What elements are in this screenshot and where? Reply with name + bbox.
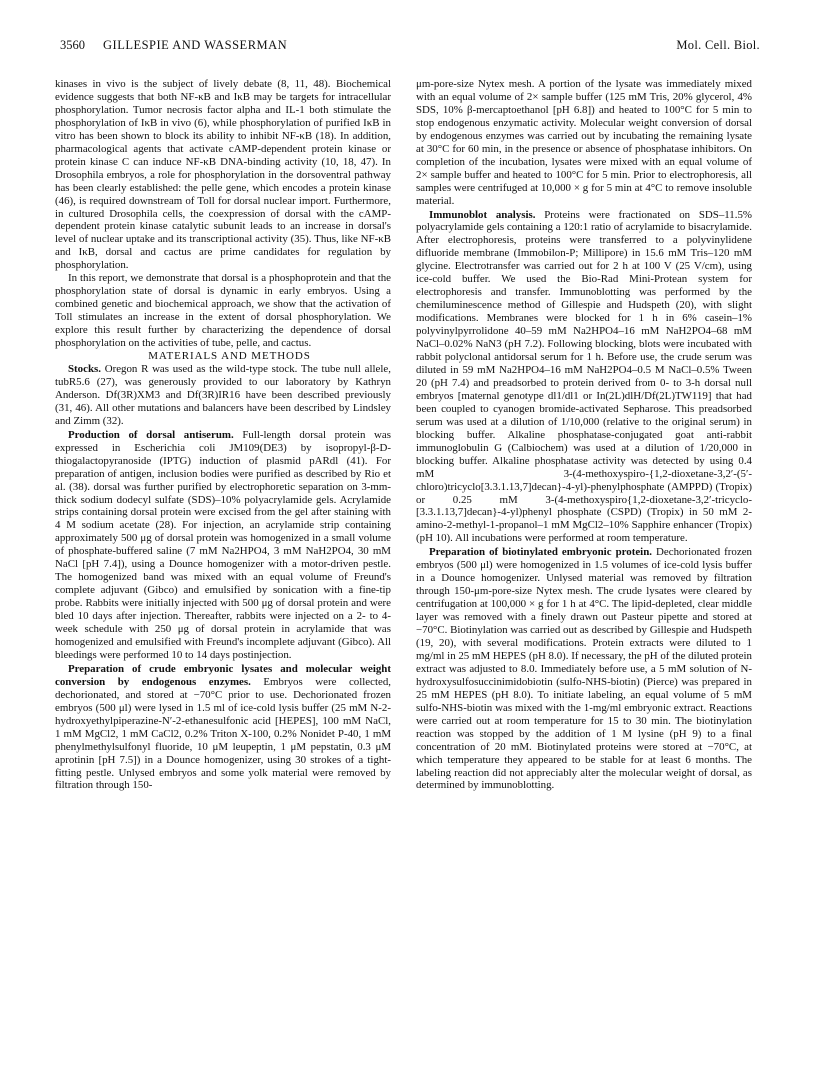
immunoblot-body: Proteins were fractionated on SDS–11.5% polyacrylamide gels containing a 120:1 ratio of acrylamide to bisacrylamide. After electrophoresis, proteins were transferred to a polyvinylidene difluoride membrane (Immobilon-P; Millipore) in 15.6 mM Tris–120 mM glycine. Electrotransfer was carried out for 2 h at 100 V (25 V/cm), using ice-cold buffer. We used the Bio-Rad Mini-Protean system for electrophoresis and transfer. Immunoblotting was performed by the chemiluminescence method of Gillespie and Hudspeth (20), with slight modifications. Membranes were blocked for 1 h in 6% casein–1% polyvinylpyrrolidone 40–59 mM Na2HPO4–16 mM NaH2PO4–68 mM NaCl–0.02% NaN3 (pH 7.2). Following blocking, blots were incubated with rabbit polyclonal antidorsal serum for 1 h. Before use, the crude serum was diluted in 59 mM Na2HPO4–16 mM NaH2PO4–0.5 M NaCl–0.5% Tween 20 (pH 7.4) and preadsorbed to protein derived from 0- to 3-h dorsal null embryos [maternal genotype dl1/dl1 or In(2L)dlH/Df(2L)TW119] that had been coupled to cyanogen bromide-activated Sepharose. This preadsorbed serum was used at a dilution of 1/10,000 (relative to the original serum) in blocking buffer. Alkaline phosphatase-conjugated goat anti-rabbit immunoglobulin G (Calbiochem) was used at a dilution of 1/20,000 in blocking buffer. Alkaline phosphatase activity was detected by using 0.4 mM 3-(4-methoxyspiro-{1,2-dioxetane-3,2′-(5′-chloro)tricyclo[3.3.1.13,7]decan}-4-yl)-phenylphosphate (AMPPD) (Tropix) or 0.25 mM 3-(4-methoxyspiro{1,2-dioxetane-3,2′-tricyclo-[3.3.1.13,7]decan}-4-yl)phenyl phosphate (CSPD) (Tropix) in 50 mM 2-amino-2-methyl-1-propanol–1 mM MgCl2–10% Sapphire enhancer (Tropix) (pH 10). All incubations were performed at room temperature. [416, 208, 752, 545]
stocks-body: Oregon R was used as the wild-type stock. The tube null allele, tubR5.6 (27), was generously provided to our laboratory by Kathryn Anderson. Df(3R)XM3 and Df(3R)IR16 have been described previously (31, 46). All other mutations and balancers have been described by Lindsley and Zimm (32). [55, 362, 391, 427]
page-number: 3560 [60, 38, 85, 52]
crude-lysates-run-in-head: Preparation of crude embryonic lysates and molecular weight conversion by endogenous enzymes. [55, 662, 391, 688]
stocks-run-in-head: Stocks. [68, 362, 101, 375]
crude-lysates-paragraph-continued: μm-pore-size Nytex mesh. A portion of the lysate was immediately mixed with an equal volume of 2× sample buffer (125 mM Tris, 20% glycerol, 4% SDS, 10% β-mercaptoethanol [pH 6.8]) and heated to 100°C for 5 min to stop endogenous enzymatic activity. Molecular weight conversion of dorsal by endogenous enzymes was carried out by incubating the remaining lysate at 30°C for 60 min, in the presence or absence of phosphatase inhibitors. On completion of the incubation, lysates were mixed with an equal volume of 2× sample buffer and heated to 100°C for 5 min. Prior to electrophoresis, all samples were centrifuged at 10,000 × g for 5 min at 4°C to remove insoluble material. [416, 78, 752, 207]
intro-paragraph-continued: kinases in vivo is the subject of lively debate (8, 11, 48). Biochemical evidence suggests that both NF-κB and IκB may be targets for intracellular phosphorylation. Tumor necrosis factor alpha and IL-1 both stimulate the phosphorylation of IκB in vivo (6), while phosphorylation of purified IκB in vitro has been shown to block its ability to inhibit NF-κB (18). In addition, pharmacological agents that activate cAMP-dependent protein kinase or protein kinase C can induce NF-κB DNA-binding activity (10, 18, 47). In Drosophila embryos, a role for phosphorylation in the dorsoventral pathway has been clearly established: the pelle gene, which encodes a protein kinase (46), is required downstream of Toll for dorsal nuclear import. Furthermore, in cultured Drosophila cells, the coexpression of dorsal with the cAMP-dependent protein kinase catalytic subunit leads to an increase in dorsal's level of nuclear uptake and its transcriptional activity (35). Thus, like NF-κB and IκB, dorsal and cactus are prime candidates for regulation by phosphorylation. [55, 78, 391, 272]
crude-lysates-paragraph [55, 663, 391, 793]
running-authors: GILLESPIE AND WASSERMAN [103, 38, 288, 52]
journal-name: Mol. Cell. Biol. [676, 38, 760, 52]
running-header [60, 38, 760, 58]
biotinylation-body: Dechorionated frozen embryos (500 μl) were homogenized in 1.5 volumes of ice-cold lysis buffer in a Dounce homogenizer. Unlysed material was removed by filtration through 150-μm-pore-size Nytex mesh. The crude lysates were cleared by centrifugation at 100,000 × g for 1 h at 4°C. The lipid-depleted, clear middle layer was removed with a finely drawn out Pasteur pipette and stored at −70°C. Biotinylation was carried out as described by Gillespie and Hudspeth (19, 20), with several modifications. Protein extracts were diluted to 1 mg/ml in 25 mM HEPES (pH 8.0). If necessary, the pH of the diluted protein extract was adjusted to 8.0. Immediately before use, a 5 mM solution of N-hydroxysulfosuccinimidobiotin (sulfo-NHS-biotin) (Pierce) was prepared in 25 mM HEPES (pH 8.0). To initiate labeling, an equal volume of 5 mM sulfo-NHS-biotin was mixed with the 1-mg/ml embryonic extract. Reactions were carried out at room temperature for 15 to 30 min. The biotinylation reaction was stopped by the addition of 1 M lysine (pH 9) to a final concentration of 20 mM. Biotinylated proteins were stored at −70°C, at which temperature they appeared to be stable for at least 6 months. The labeling reaction did not appreciably alter the molecular weight of dorsal, as determined by immunoblotting. [416, 546, 752, 792]
biotinylation-paragraph [416, 546, 752, 792]
antiserum-paragraph [55, 429, 391, 662]
section-heading-materials-methods: MATERIALS AND METHODS [148, 350, 311, 363]
biotinylation-run-in-head: Preparation of biotinylated embryonic protein. [429, 546, 652, 559]
crude-lysates-body: Embryos were collected, dechorionated, and stored at −70°C prior to use. Dechorionated frozen embryos (500 μl) were lysed in 1.5 ml of ice-cold lysis buffer (25 mM N-2-hydroxyethylpiperazine-N′-2-ethanesulfonic acid [HEPES], 100 mM NaCl, 1 mM MgCl2, 1 mM CaCl2, 0.2% Triton X-100, 0.2% Nonidet P-40, 1 mM phenylmethylsulfonyl fluoride, 10 μM leupeptin, 1 μM pepstatin, 0.3 μM aprotinin [pH 7.5]) in a Dounce homogenizer, using 30 strokes of a tight-fitting pestle. Unlysed embryos and some yolk material were removed by filtration through 150- [55, 675, 391, 792]
report-paragraph: In this report, we demonstrate that dorsal is a phosphoprotein and that the phosphorylation state of dorsal is dynamic in early embryos. Using a combined genetic and biochemical approach, we show that the activation of Toll stimulates an increase in the extent of dorsal phosphorylation. We explore this result further by characterizing the dependence of dorsal phosphorylation on the activities of tube, pelle, and cactus. [55, 272, 391, 350]
immunoblot-run-in-head: Immunoblot analysis. [429, 208, 536, 221]
right-column [416, 78, 752, 1068]
stocks-paragraph [55, 363, 391, 428]
antiserum-run-in-head: Production of dorsal antiserum. [68, 428, 234, 441]
left-column [55, 78, 391, 1068]
immunoblot-paragraph [416, 209, 752, 546]
antiserum-body: Full-length dorsal protein was expressed in Escherichia coli JM109(DE3) by isopropyl-β-D-thiogalactopyranoside (IPTG) induction of plasmid pARdl (41). For preparation of antigen, inclusion bodies were purified as described by Rio et al. (38). dorsal was further purified by electrophoretic separation on 3-mm-thick sodium dodecyl sulfate (SDS)–10% polyacrylamide gels. Acrylamide strips containing dorsal protein were excised from the gel after staining with 4 M sodium acetate (28). For injection, an acrylamide strip containing approximately 500 μg of dorsal protein was homogenized in a small volume of phosphate-buffered saline (7 mM Na2HPO4, 3 mM NaH2PO4, 30 mM NaCl [pH 7.4]), using a Dounce homogenizer with a motor-driven pestle. The homogenized band was mixed with an equal volume of Freund's complete adjuvant (Gibco) and emulsified by sonication with a fine-tip probe. Rabbits were initially injected with 500 μg of dorsal protein and were bled 10 days after injection. Thereafter, rabbits were injected on a 2- to 4-week schedule with 250 μg of dorsal protein in acrylamide that was homogenized and emulsified with Freund's incomplete adjuvant (Gibco). All bleedings were performed 10 to 14 days postinjection. [55, 428, 391, 661]
